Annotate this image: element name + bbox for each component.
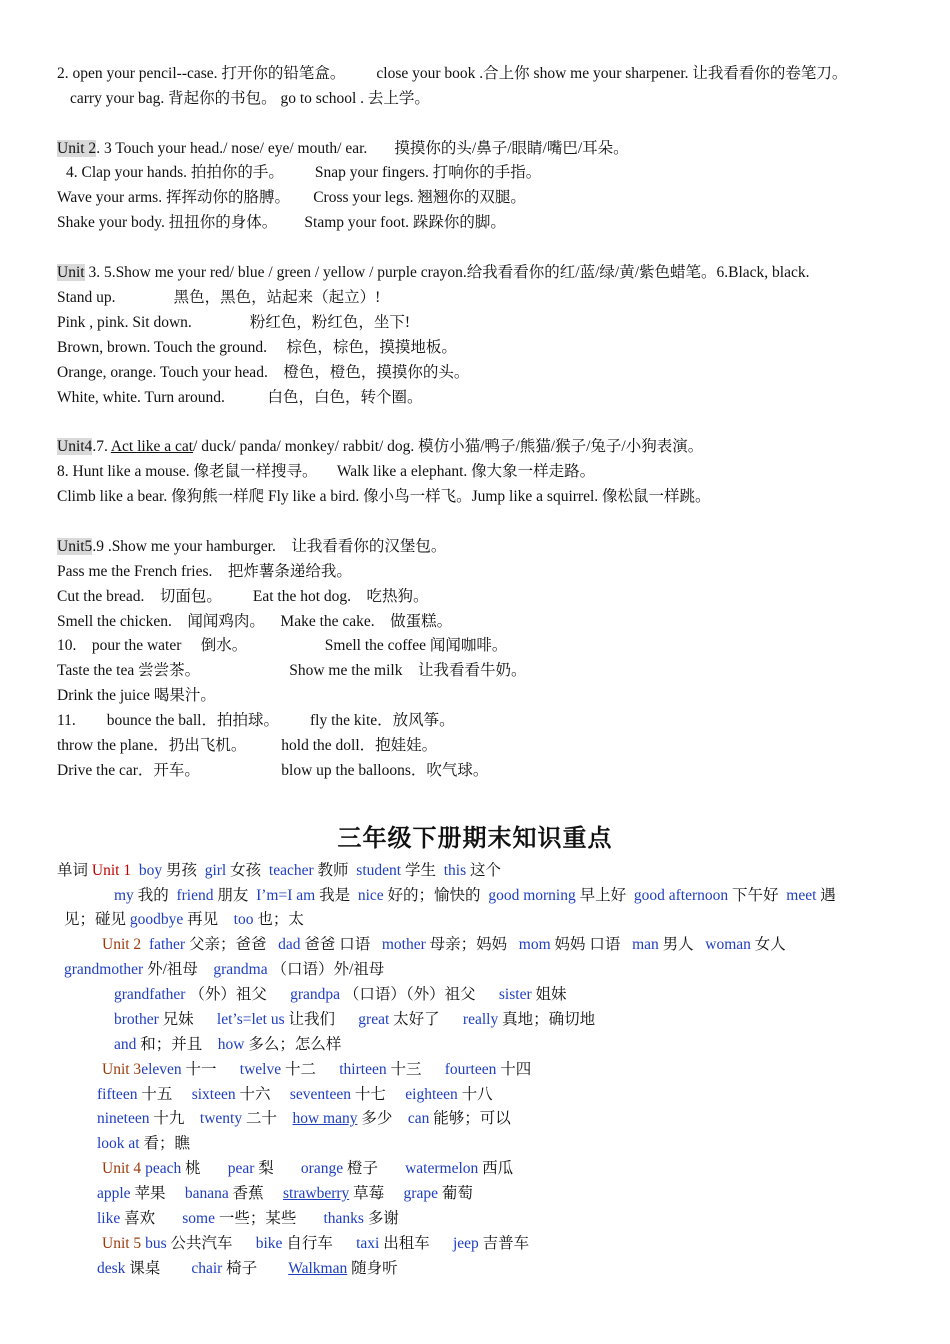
vocab-meaning: 也；太 [253, 911, 304, 928]
vocab-meaning: 十四 [496, 1061, 532, 1078]
instruction-line: Taste the tea 尝尝茶。 Show me the milk 让我看看牛奶。 [57, 662, 527, 679]
vocab-meaning: 男孩 [162, 862, 205, 879]
vocab-word: thanks [323, 1210, 364, 1227]
vocab-meaning: 兄妹 [158, 1011, 217, 1028]
unit-label: Unit 1 [91, 862, 132, 879]
vocab-word: sister [498, 986, 532, 1003]
instruction-line: Climb like a bear. 像狗熊一样爬 Fly like a bird. 像小鸟一样飞。Jump like a squirrel. 像松鼠一样跳。 [57, 488, 711, 505]
vocab-word: nice [357, 887, 384, 904]
vocab-meaning: 早上好 [575, 887, 634, 904]
instruction-line: Brown, brown. Touch the ground. 棕色，棕色，摸摸地板。 [57, 339, 457, 356]
vocab-word: girl [204, 862, 227, 879]
vocab-row [97, 1085, 493, 1105]
vocab-words [97, 1110, 511, 1127]
vocab-row [102, 1234, 529, 1254]
vocab-words [114, 1011, 595, 1028]
vocab-row [102, 935, 786, 955]
vocab-meaning: 十五 [137, 1086, 192, 1103]
vocab-words [139, 862, 501, 879]
vocab-word: how [217, 1036, 245, 1053]
vocab-meaning: 西瓜 [478, 1160, 514, 1177]
unit3-instruction-line [57, 263, 810, 283]
vocab-row [114, 886, 836, 906]
unit2-instruction-line [57, 139, 629, 159]
vocab-word: mom [518, 936, 551, 953]
vocab-meaning: 多么；怎么样 [244, 1036, 342, 1053]
instruction-line: Orange, orange. Touch your head. 橙色，橙色，摸摸你的头。 [57, 364, 470, 381]
vocab-word: bike [255, 1235, 283, 1252]
vocab-words [97, 1260, 398, 1277]
vocab-word: good afternoon [633, 887, 729, 904]
vocab-word: grape [403, 1185, 438, 1202]
vocab-meaning: 十一 [181, 1061, 240, 1078]
unit-label: Unit 4 [102, 1160, 142, 1177]
instruction-text: .9 .Show me your hamburger. 让我看看你的汉堡包。 [92, 538, 447, 555]
vocab-meaning: 草莓 [349, 1185, 404, 1202]
vocab-meaning: 多谢 [363, 1210, 399, 1227]
vocab-meaning: 十六 [235, 1086, 290, 1103]
vocab-meaning: 能够；可以 [429, 1110, 511, 1127]
underlined-phrase: Act like a cat [110, 438, 194, 455]
vocab-word: goodbye [129, 911, 184, 928]
vocab-word: and [114, 1036, 137, 1053]
vocab-meaning: 自行车 [282, 1235, 357, 1252]
vocab-row [102, 1159, 513, 1179]
vocab-word: boy [138, 862, 163, 879]
vocab-word: too [233, 911, 254, 928]
vocab-word: friend [176, 887, 214, 904]
vocab-meaning: 这个 [466, 862, 501, 879]
vocab-word: twelve [239, 1061, 282, 1078]
instruction-text: 3. 5.Show me your red/ blue / green / yellow / purple crayon.给我看看你的红/蓝/绿/黄/紫色蜡笔。6.Black, black. [84, 264, 810, 281]
vocab-word: Walkman [288, 1260, 348, 1277]
vocab-word: orange [300, 1160, 344, 1177]
instruction-line: White, white. Turn around. 白色，白色，转个圈。 [57, 389, 423, 406]
vocab-word: fourteen [444, 1061, 497, 1078]
vocab-meaning: 十九 [149, 1110, 200, 1127]
vocab-row [114, 985, 567, 1005]
vocab-meaning: 男人 [658, 936, 706, 953]
unit-label: Unit5 [57, 538, 93, 555]
vocab-meaning: （口语）（外）祖父 [340, 986, 499, 1003]
vocab-intro-label: 单词 [57, 862, 89, 879]
vocab-word: thirteen [339, 1061, 387, 1078]
vocab-meaning: 二十 [242, 1110, 293, 1127]
vocab-words [141, 1061, 531, 1078]
vocab-word: pear [227, 1160, 255, 1177]
vocab-meaning: 遇 [816, 887, 836, 904]
vocab-word: peach [145, 1160, 182, 1177]
vocab-meaning: 让我们 [284, 1011, 359, 1028]
vocab-words [97, 1185, 473, 1202]
vocab-meaning: 葡萄 [437, 1185, 473, 1202]
vocab-meaning: 妈妈 口语 [550, 936, 633, 953]
vocab-word: twenty [199, 1110, 243, 1127]
vocab-row [97, 1259, 398, 1279]
vocab-meaning: 和；并且 [136, 1036, 218, 1053]
vocab-meaning: 再见 [183, 911, 234, 928]
instruction-line: 2. open your pencil--case. 打开你的铅笔盒。 close your book .合上你 show me your sharpener. 让我看看你的卷笔刀。 [57, 65, 848, 82]
vocab-row [97, 1184, 473, 1204]
instruction-line: 10. pour the water 倒水。 Smell the coffee 闻闻咖啡。 [57, 637, 508, 654]
vocab-word: great [358, 1011, 390, 1028]
vocab-word: chair [191, 1260, 223, 1277]
unit-label: Unit [57, 264, 85, 281]
vocab-word: student [356, 862, 402, 879]
vocab-words [149, 936, 786, 953]
vocab-word: apple [97, 1185, 131, 1202]
vocab-word: grandma [213, 961, 268, 978]
vocab-word: how many [292, 1110, 358, 1127]
instruction-line: 8. Hunt like a mouse. 像老鼠一样搜寻。 Walk like a elephant. 像大象一样走路。 [57, 463, 596, 480]
vocab-word: teacher [268, 862, 314, 879]
vocab-word: dad [278, 936, 301, 953]
vocab-word: brother [114, 1011, 159, 1028]
vocab-word: watermelon [405, 1160, 479, 1177]
vocab-meaning: 苹果 [130, 1185, 185, 1202]
vocab-meaning: 教师 [313, 862, 357, 879]
vocab-meaning: 一些；某些 [214, 1210, 324, 1227]
vocab-word: grandfather [114, 986, 186, 1003]
vocab-row [97, 1109, 511, 1129]
vocab-meaning: 好的；愉快的 [383, 887, 489, 904]
instruction-line: Cut the bread. 切面包。 Eat the hot dog. 吃热狗。 [57, 588, 429, 605]
unit-label: Unit4 [57, 438, 93, 455]
vocab-meaning: 爸爸 口语 [300, 936, 382, 953]
vocab-word: mother [381, 936, 426, 953]
vocab-meaning: 十七 [351, 1086, 406, 1103]
vocab-meaning: （口语）外/祖母 [267, 961, 385, 978]
vocab-meaning: 真地；确切地 [498, 1011, 596, 1028]
vocab-words [64, 961, 384, 978]
vocab-row [114, 1035, 341, 1055]
vocab-meaning: 桃 [181, 1160, 228, 1177]
vocab-meaning: 随身听 [347, 1260, 398, 1277]
vocab-meaning: 外/祖母 [143, 961, 214, 978]
vocab-word: my [114, 887, 134, 904]
unit-label: Unit 3 [102, 1061, 142, 1078]
vocab-meaning: 梨 [254, 1160, 301, 1177]
instruction-line: carry your bag. 背起你的书包。 go to school . 去上学。 [70, 90, 430, 107]
vocab-word: desk [97, 1260, 126, 1277]
vocab-words [145, 1235, 529, 1252]
unit-label: Unit 2 [57, 140, 97, 157]
vocab-meaning: 十三 [386, 1061, 445, 1078]
vocab-row [57, 861, 501, 881]
instruction-line: Wave your arms. 挥挥动你的胳膊。 Cross your legs. 翘翘你的双腿。 [57, 189, 526, 206]
instruction-line: Shake your body. 扭扭你的身体。 Stamp your foot. 跺跺你的脚。 [57, 214, 506, 231]
vocab-row [102, 1060, 531, 1080]
vocab-meaning: 太好了 [389, 1011, 463, 1028]
instruction-text: . 3 Touch your head./ nose/ eye/ mouth/ ear. 摸摸你的头/鼻子/眼睛/嘴巴/耳朵。 [96, 140, 629, 157]
vocab-words [97, 1086, 493, 1103]
vocab-row [97, 1134, 190, 1154]
instruction-line: 11. bounce the ball．拍拍球。 fly the kite．放风筝。 [57, 712, 455, 729]
vocab-row [114, 1010, 595, 1030]
instruction-line: Smell the chicken. 闻闻鸡肉。 Make the cake. 做蛋糕。 [57, 613, 453, 630]
instruction-line: Drive the car．开车。 blow up the balloons．吹气球。 [57, 762, 489, 779]
vocab-meaning: （外）祖父 [185, 986, 291, 1003]
vocab-meaning: 我是 [315, 887, 358, 904]
vocab-meaning: 学生 [401, 862, 444, 879]
vocab-word: nineteen [97, 1110, 150, 1127]
vocab-meaning: 姐妹 [531, 986, 567, 1003]
instruction-text: .7. [92, 438, 111, 455]
vocab-meaning: 看；瞧 [139, 1135, 191, 1152]
vocab-meaning: 我的 [133, 887, 177, 904]
vocab-word: strawberry [283, 1185, 350, 1202]
instruction-line: Pass me the French fries. 把炸薯条递给我。 [57, 563, 352, 580]
instruction-line: throw the plane．扔出飞机。 hold the doll．抱娃娃。 [57, 737, 438, 754]
vocab-words [114, 887, 836, 904]
vocab-word: eighteen [405, 1086, 458, 1103]
instruction-line: Pink , pink. Sit down. 粉红色，粉红色，坐下! [57, 314, 411, 331]
vocab-row [64, 910, 304, 930]
vocab-meaning: 多少 [357, 1110, 408, 1127]
vocab-meaning: 橙子 [343, 1160, 406, 1177]
vocab-meaning: 吉普车 [478, 1235, 530, 1252]
vocab-word: taxi [356, 1235, 380, 1252]
vocab-word: really [462, 1011, 499, 1028]
vocab-word: I’m=I am [256, 887, 316, 904]
vocab-word: jeep [452, 1235, 479, 1252]
vocab-word: this [443, 862, 467, 879]
vocab-word: can [407, 1110, 430, 1127]
vocab-word: father [148, 936, 186, 953]
vocab-word: good morning [488, 887, 576, 904]
vocab-words [97, 1210, 399, 1227]
vocab-word: banana [184, 1185, 229, 1202]
vocab-meaning: 母亲；妈妈 [425, 936, 519, 953]
vocab-meaning: 椅子 [222, 1260, 289, 1277]
page-title: 三年级下册期末知识重点 [337, 826, 613, 852]
instruction-line: 4. Clap your hands. 拍拍你的手。 Snap your fingers. 打响你的手指。 [66, 164, 542, 181]
vocab-row [97, 1209, 399, 1229]
vocab-words [97, 1135, 190, 1152]
vocab-word: eleven [141, 1061, 182, 1078]
vocab-meaning: 女人 [750, 936, 786, 953]
vocab-meaning: 公共汽车 [166, 1235, 256, 1252]
vocab-words [145, 1160, 513, 1177]
vocab-meaning: 香蕉 [228, 1185, 283, 1202]
vocab-meaning: 女孩 [226, 862, 269, 879]
instruction-text: / duck/ panda/ monkey/ rabbit/ dog. 模仿小猫/鸭子/熊猫/猴子/兔子/小狗表演。 [193, 438, 704, 455]
vocab-word: look at [97, 1135, 140, 1152]
vocab-word: seventeen [289, 1086, 351, 1103]
vocab-words [114, 986, 567, 1003]
unit-label: Unit 5 [102, 1235, 142, 1252]
vocab-word: let’s=let us [216, 1011, 285, 1028]
vocab-words [130, 911, 304, 928]
vocab-meaning: 朋友 [213, 887, 257, 904]
vocab-word: grandmother [64, 961, 144, 978]
vocab-row [64, 960, 384, 980]
vocab-meaning: 课桌 [125, 1260, 192, 1277]
vocab-meaning: 十二 [281, 1061, 340, 1078]
vocab-meaning: 见；碰见 [64, 911, 127, 928]
vocab-word: man [632, 936, 659, 953]
vocab-word: like [97, 1210, 121, 1227]
vocab-meaning: 喜欢 [120, 1210, 183, 1227]
unit5-instruction-line [57, 537, 446, 557]
instruction-line: Stand up. 黑色，黑色，站起来（起立）! [57, 289, 381, 306]
vocab-word: some [182, 1210, 215, 1227]
vocab-meaning: 十八 [457, 1086, 493, 1103]
unit-label: Unit 2 [102, 936, 142, 953]
vocab-words [114, 1036, 341, 1053]
vocab-meaning: 父亲；爸爸 [185, 936, 279, 953]
vocab-word: sixteen [191, 1086, 236, 1103]
vocab-word: bus [145, 1235, 167, 1252]
vocab-word: grandpa [290, 986, 340, 1003]
vocab-word: woman [705, 936, 751, 953]
vocab-word: meet [786, 887, 817, 904]
unit4-instruction-line [57, 437, 703, 457]
instruction-line: Drink the juice 喝果汁。 [57, 687, 216, 704]
vocab-word: fifteen [97, 1086, 138, 1103]
vocab-meaning: 出租车 [379, 1235, 453, 1252]
vocab-meaning: 下午好 [728, 887, 787, 904]
